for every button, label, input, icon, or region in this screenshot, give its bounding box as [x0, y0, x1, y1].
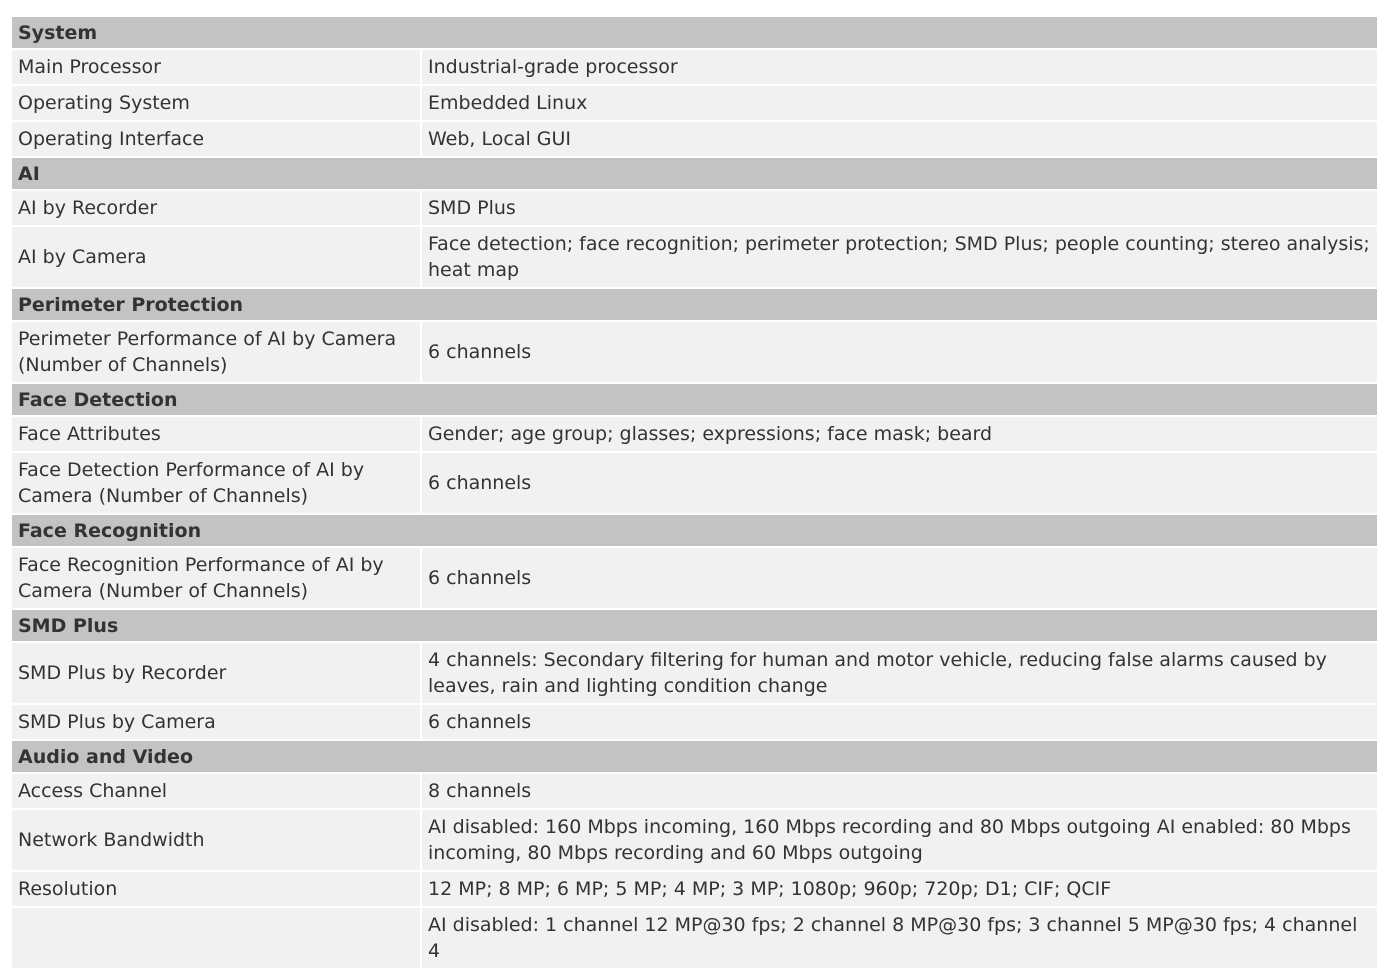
row-value: AI disabled: 160 Mbps incoming, 160 Mbps recording and 80 Mbps outgoing AI enabled: 80 Mbps incoming, 80 Mbps recording and 60 Mbps outgoing	[422, 810, 1377, 872]
table-row	[12, 705, 1377, 741]
row-label: AI by Camera	[12, 227, 422, 289]
section-header-audio-and-video	[12, 741, 1377, 774]
row-value: Embedded Linux	[422, 86, 1377, 122]
section-title: Face Recognition	[12, 515, 1377, 548]
table-row	[12, 50, 1377, 86]
row-label: Operating System	[12, 86, 422, 122]
section-title: Perimeter Protection	[12, 289, 1377, 322]
row-value: 6 channels	[422, 705, 1377, 741]
row-label: Resolution	[12, 872, 422, 908]
table-row	[12, 417, 1377, 453]
row-value: 12 MP; 8 MP; 6 MP; 5 MP; 4 MP; 3 MP; 1080p; 960p; 720p; D1; CIF; QCIF	[422, 872, 1377, 908]
row-value: 6 channels	[422, 322, 1377, 384]
section-header-system	[12, 17, 1377, 50]
row-value: 4 channels: Secondary filtering for human and motor vehicle, reducing false alarms caused by leaves, rain and lighting condition change	[422, 643, 1377, 705]
section-title: System	[12, 17, 1377, 50]
row-value: 6 channels	[422, 548, 1377, 610]
row-value: AI disabled: 1 channel 12 MP@30 fps; 2 channel 8 MP@30 fps; 3 channel 5 MP@30 fps; 4 channel 4	[422, 908, 1377, 970]
row-label: SMD Plus by Recorder	[12, 643, 422, 705]
row-label: Perimeter Performance of AI by Camera (Number of Channels)	[12, 322, 422, 384]
section-title: Audio and Video	[12, 741, 1377, 774]
table-row	[12, 227, 1377, 289]
table-row	[12, 908, 1377, 970]
table-row	[12, 774, 1377, 810]
table-row	[12, 810, 1377, 872]
row-value: SMD Plus	[422, 191, 1377, 227]
row-value: 8 channels	[422, 774, 1377, 810]
table-row	[12, 643, 1377, 705]
table-row	[12, 548, 1377, 610]
section-header-smd-plus	[12, 610, 1377, 643]
section-header-face-detection	[12, 384, 1377, 417]
section-title: AI	[12, 158, 1377, 191]
table-row	[12, 86, 1377, 122]
section-title: Face Detection	[12, 384, 1377, 417]
table-row	[12, 872, 1377, 908]
table-row	[12, 453, 1377, 515]
row-label: Network Bandwidth	[12, 810, 422, 872]
section-header-ai	[12, 158, 1377, 191]
row-label	[12, 908, 422, 970]
spec-table-container	[12, 17, 1377, 970]
table-row	[12, 322, 1377, 384]
row-value: Gender; age group; glasses; expressions; face mask; beard	[422, 417, 1377, 453]
row-label: Face Detection Performance of AI by Camera (Number of Channels)	[12, 453, 422, 515]
row-value: Web, Local GUI	[422, 122, 1377, 158]
section-header-face-recognition	[12, 515, 1377, 548]
table-row	[12, 122, 1377, 158]
row-label: Access Channel	[12, 774, 422, 810]
row-value: Face detection; face recognition; perimeter protection; SMD Plus; people counting; stereo analysis; heat map	[422, 227, 1377, 289]
spec-table	[12, 17, 1377, 970]
row-value: Industrial-grade processor	[422, 50, 1377, 86]
section-header-perimeter-protection	[12, 289, 1377, 322]
row-label: Face Recognition Performance of AI by Camera (Number of Channels)	[12, 548, 422, 610]
row-value: 6 channels	[422, 453, 1377, 515]
table-row	[12, 191, 1377, 227]
row-label: AI by Recorder	[12, 191, 422, 227]
section-title: SMD Plus	[12, 610, 1377, 643]
row-label: Face Attributes	[12, 417, 422, 453]
row-label: SMD Plus by Camera	[12, 705, 422, 741]
row-label: Main Processor	[12, 50, 422, 86]
row-label: Operating Interface	[12, 122, 422, 158]
